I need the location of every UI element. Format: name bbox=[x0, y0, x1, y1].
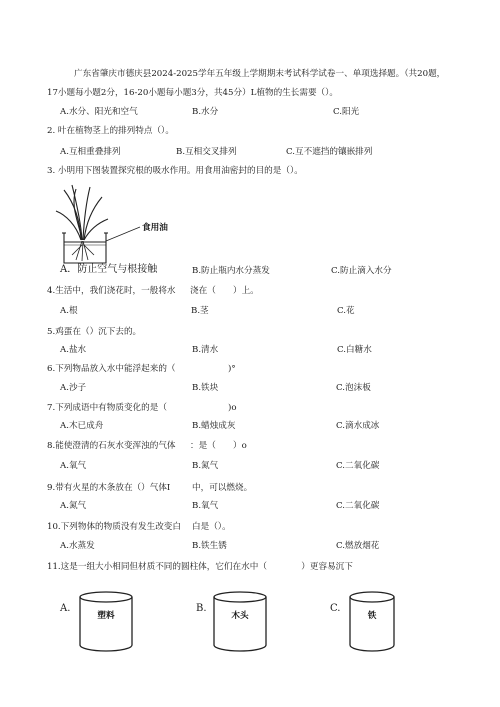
q7-option-b: B.蜡烛成灰 bbox=[192, 421, 236, 431]
exam-header-line-1: 广东省肇庆市德庆县2024-2025学年五年级上学期期末考试科学试卷一、单项选择题。（共20题， bbox=[74, 69, 446, 79]
q11-stem: 11.这是一组大小相同但材质不同的圆柱体，它们在水中（ ）更容易沉下 bbox=[47, 562, 353, 572]
q2-stem: 2. 叶在植物茎上的排列特点（）。 bbox=[47, 126, 174, 136]
q3-option-c: C.防止滴入水分 bbox=[331, 266, 392, 276]
q9-option-a: A.氮气 bbox=[60, 501, 87, 511]
q5-stem: 5.鸡蛋在（）沉下去的。 bbox=[47, 327, 142, 337]
q3-stem: 3. 小明用下图装置探究根的吸水作用。用食用油密封的目的是（）。 bbox=[47, 166, 303, 176]
q4-stem-part-2: 浇在（ ）上。 bbox=[190, 286, 259, 296]
q5-option-a: A.盐水 bbox=[60, 345, 87, 355]
q6-option-c: C.泡沫板 bbox=[336, 383, 371, 393]
cylinder-c-letter: C. bbox=[330, 603, 341, 614]
q10-option-a: A.水蒸发 bbox=[60, 541, 95, 551]
cylinder-a bbox=[76, 590, 136, 656]
q9-option-b: B.氧气 bbox=[192, 501, 219, 511]
q3-option-a: A．防止空气与根接触 bbox=[60, 264, 158, 275]
cylinder-c bbox=[346, 590, 398, 656]
q8-option-c: C.二氧化碳 bbox=[336, 461, 380, 471]
q7-stem-part-1: 7.下列成语中有物质变化的是（ bbox=[47, 403, 167, 413]
cylinder-b-letter: B. bbox=[196, 603, 207, 614]
q10-option-b: B.铁生锈 bbox=[192, 541, 227, 551]
q9-option-c: C.二氧化碳 bbox=[336, 501, 380, 511]
q2-option-b: B.互相交叉排列 bbox=[176, 147, 237, 157]
q4-option-b: B.茎 bbox=[191, 306, 209, 316]
q9-stem-part-2: 中，可以燃烧。 bbox=[192, 483, 253, 493]
q8-stem-part-2: ：是（ ）o bbox=[190, 441, 247, 451]
cylinder-a-letter: A. bbox=[60, 603, 71, 614]
q10-stem-part-2: 白是（）。 bbox=[192, 522, 231, 532]
q2-option-a: A.互相重叠排列 bbox=[60, 147, 121, 157]
q6-stem-part-1: 6.下列物品放入水中能浮起来的（ bbox=[47, 364, 176, 374]
q1-option-b: B.水分 bbox=[192, 107, 219, 117]
q9-stem-part-1: 9.带有火星的木条放在（）气体I bbox=[47, 483, 171, 493]
q6-option-a: A.沙子 bbox=[60, 383, 87, 393]
q5-option-c: C.白糖水 bbox=[337, 345, 372, 355]
cylinder-c-label: 铁 bbox=[367, 611, 377, 621]
q4-stem-part-1: 4.生活中，我们浇花时，一般将水 bbox=[47, 286, 176, 296]
q10-option-c: C.燃放烟花 bbox=[336, 541, 380, 551]
q2-option-c: C.互不遮挡的镶嵌排列 bbox=[286, 147, 373, 157]
q1-option-a: A.水分、阳光和空气 bbox=[60, 107, 138, 117]
q7-option-a: A.木已成舟 bbox=[60, 421, 104, 431]
oil-pointer-line bbox=[106, 227, 140, 241]
q8-option-b: B.氮气 bbox=[192, 461, 219, 471]
q7-stem-part-2: )o bbox=[228, 403, 237, 413]
q8-stem-part-1: 8.能使澄清的石灰水变浑浊的气体 bbox=[47, 441, 176, 451]
q1-option-c: C.阳光 bbox=[333, 107, 360, 117]
cylinder-b-label: 木头 bbox=[231, 611, 249, 621]
plant-leaves bbox=[56, 185, 108, 240]
oil-label: 食用油 bbox=[142, 223, 168, 233]
q6-stem-part-2: )° bbox=[228, 364, 236, 374]
q3-plant-figure bbox=[54, 185, 184, 265]
cylinder-b bbox=[210, 590, 270, 656]
q8-option-a: A.氧气 bbox=[60, 461, 87, 471]
q3-option-b: B.防止瓶内水分蒸发 bbox=[192, 266, 270, 276]
q7-option-c: C.滴水成冰 bbox=[336, 421, 380, 431]
q10-stem-part-1: 10.下列物体的物质没有发生改变白 bbox=[47, 522, 181, 532]
q4-option-c: C.花 bbox=[337, 306, 355, 316]
cylinder-a-label: 塑料 bbox=[97, 611, 115, 621]
q5-option-b: B.清水 bbox=[192, 345, 219, 355]
roots bbox=[72, 241, 94, 261]
exam-header-line-2: 17小题每小题2分，16-20小题每小题3分，共45分）L植物的生长需要（）。 bbox=[47, 88, 339, 98]
q6-option-b: B.铁块 bbox=[192, 383, 219, 393]
q4-option-a: A.根 bbox=[60, 306, 78, 316]
